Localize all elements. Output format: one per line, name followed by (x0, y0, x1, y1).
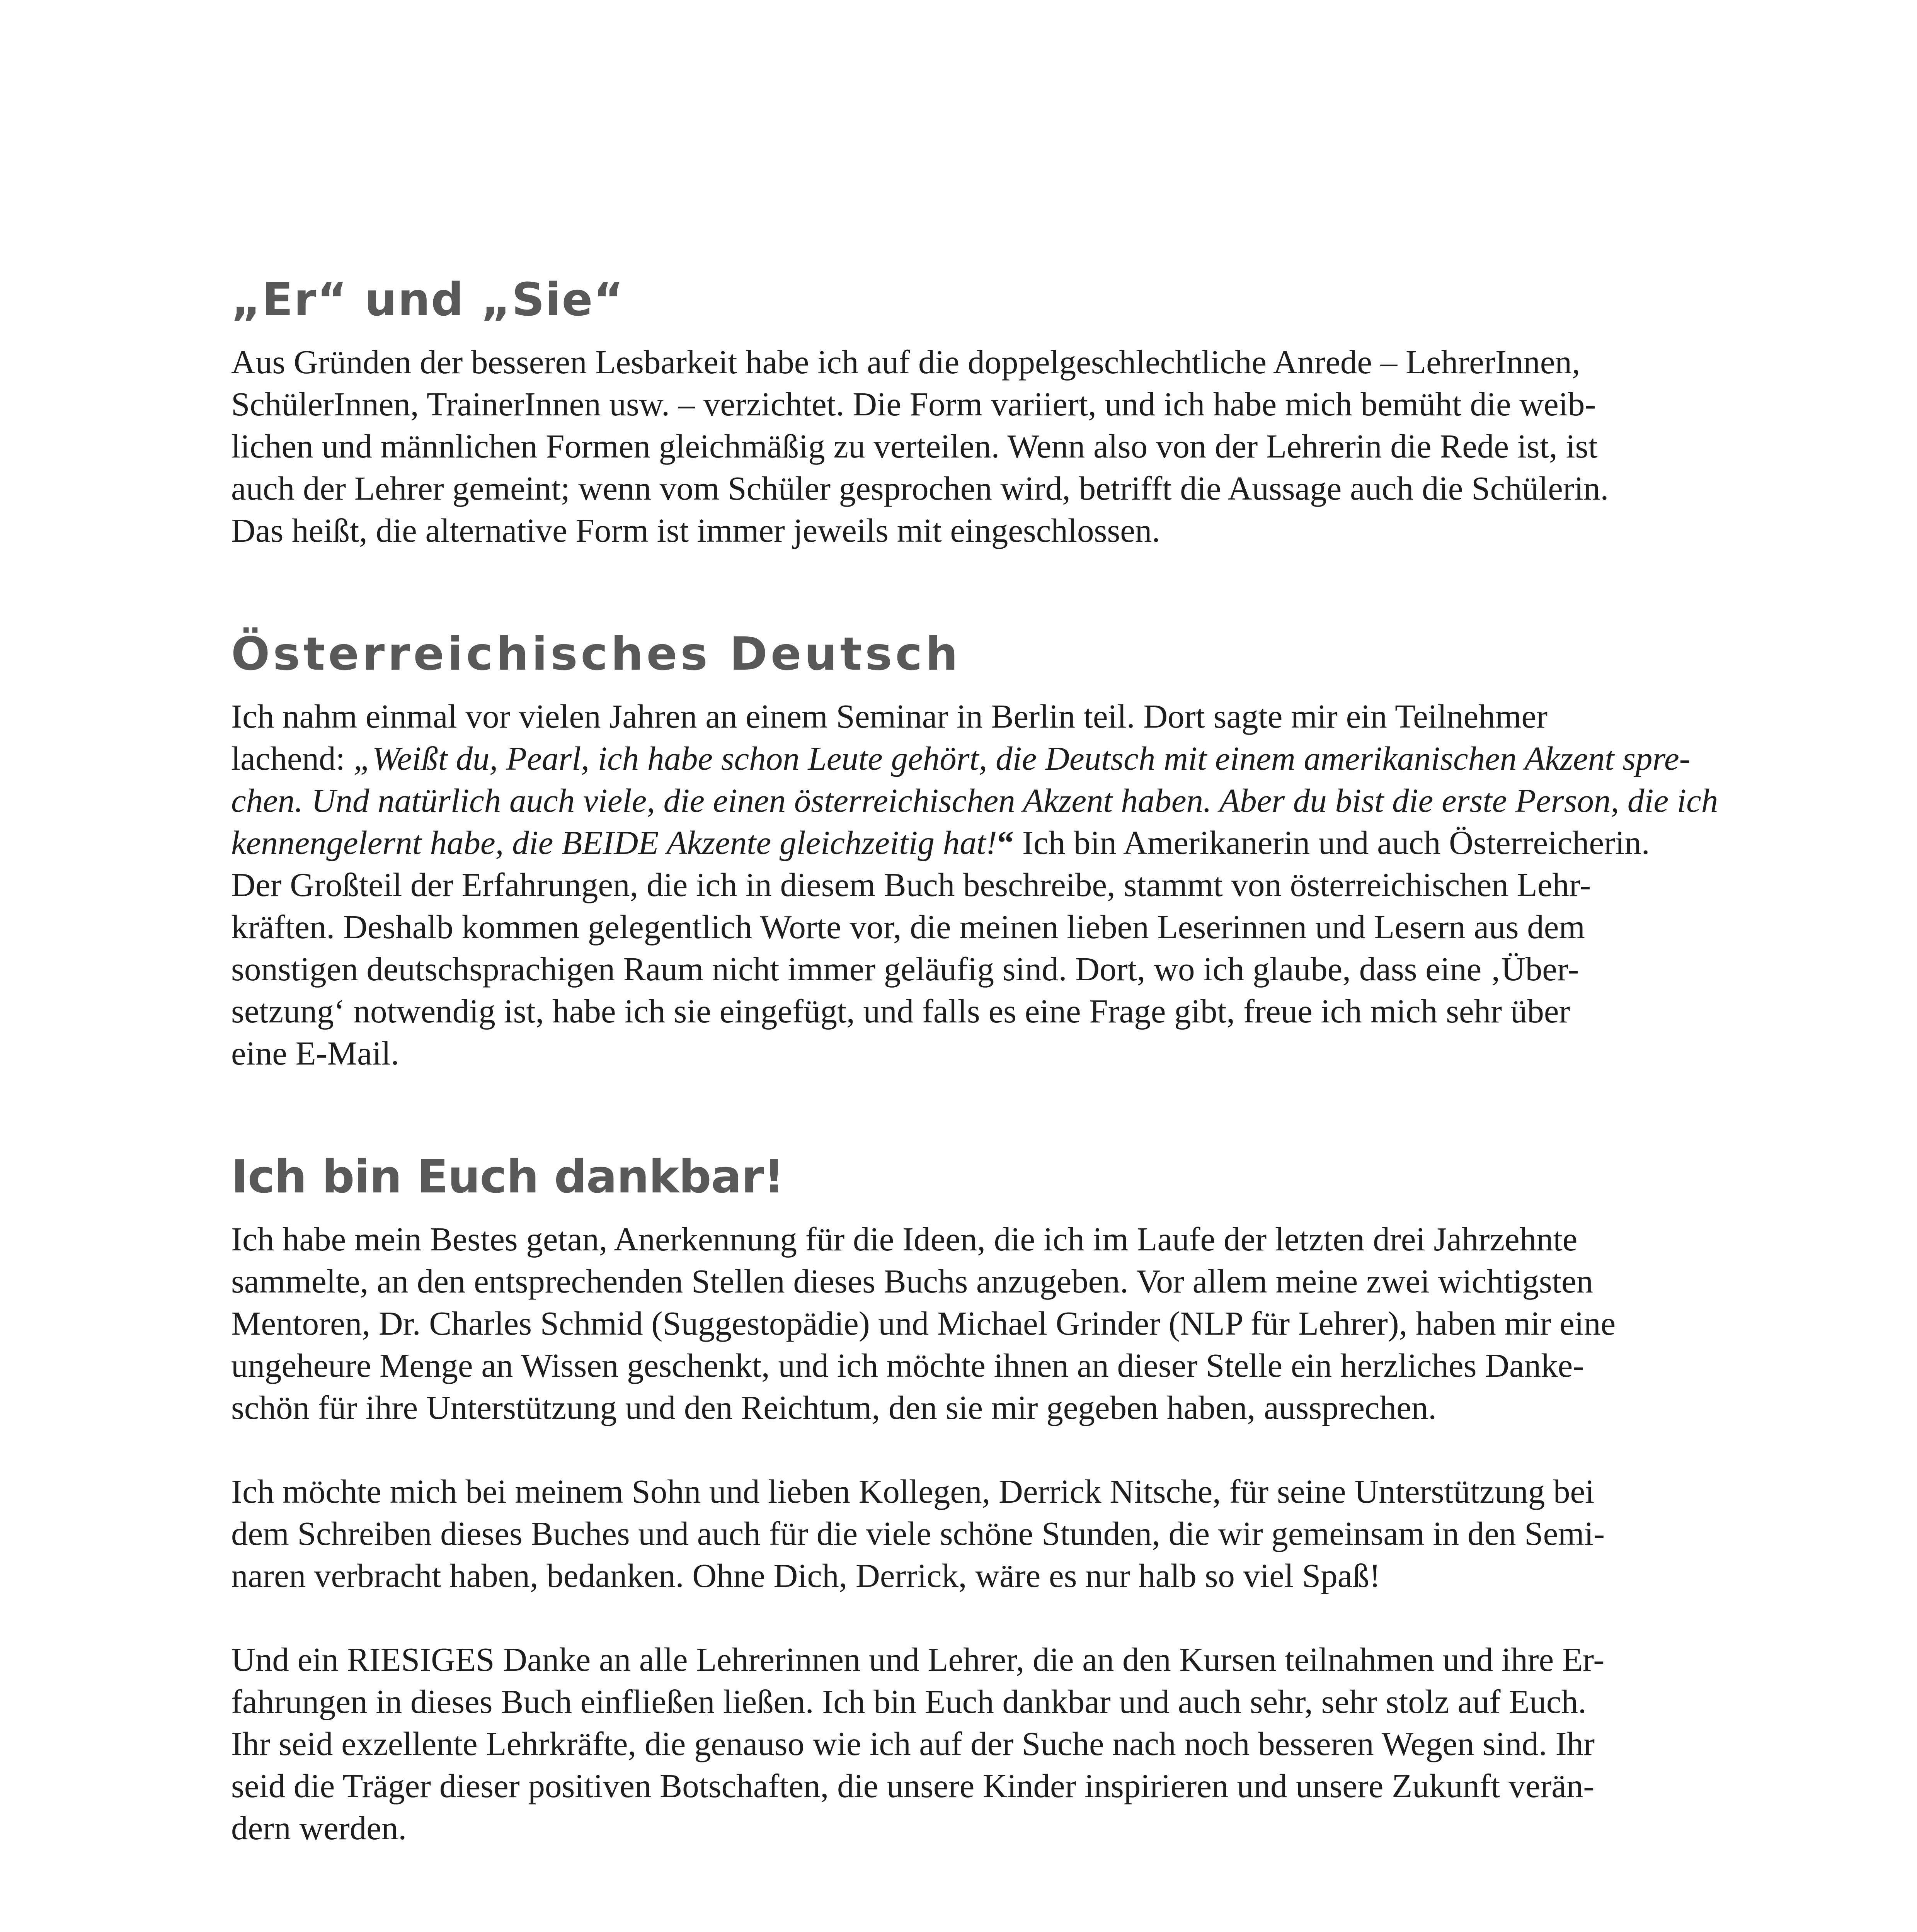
paragraph-spacer (231, 1429, 1646, 1470)
section-oesterreichisches-deutsch (231, 625, 1718, 1074)
section-paragraph (231, 1470, 1646, 1597)
text-line: Ich habe mein Bestes getan, Anerkennung für die Ideen, die ich im Laufe der letzten drei Jahrzehnte (231, 1220, 1578, 1258)
quote-italic: kennengelernt habe, die BEIDE Akzente gleichzeitig hat! (231, 824, 997, 861)
page-content (231, 270, 1718, 1849)
text-line: sammelte, an den entsprechenden Stellen dieses Buchs anzugeben. Vor allem meine zwei wichtigsten (231, 1262, 1594, 1300)
text-line: Ich möchte mich bei meinem Sohn und lieben Kollegen, Derrick Nitsche, für seine Unterstützung bei (231, 1473, 1595, 1510)
paragraph-spacer (231, 1597, 1646, 1638)
section-paragraph (231, 695, 1718, 1074)
section-spacer (231, 551, 1646, 625)
text-line: Ihr seid exzellente Lehrkräfte, die genauso wie ich auf der Suche nach noch besseren Wegen sind. Ihr (231, 1725, 1595, 1762)
section-spacer (231, 1074, 1646, 1148)
text-line: Mentoren, Dr. Charles Schmid (Suggestopädie) und Michael Grinder (NLP für Lehrer), haben mir eine (231, 1304, 1616, 1342)
text-line: kräften. Deshalb kommen gelegentlich Worte vor, die meinen lieben Leserinnen und Lesern aus dem (231, 908, 1585, 946)
text-line-mixed (231, 737, 1691, 779)
text-line: Der Großteil der Erfahrungen, die ich in diesem Buch beschreibe, stammt von österreichischen Lehr- (231, 866, 1591, 903)
closing-quote-mark: “ (997, 824, 1014, 861)
text-line: eine E-Mail. (231, 1034, 399, 1072)
text-run: lachend: (231, 740, 354, 777)
text-line: dem Schreiben dieses Buches und auch für die viele schöne Stunden, die wir gemeinsam in den Semi- (231, 1515, 1605, 1552)
section-heading: Ich bin Euch dankbar! (231, 1150, 784, 1203)
text-line: seid die Träger dieser positiven Botschaften, die unsere Kinder inspirieren und unsere Zukunft verän- (231, 1767, 1595, 1804)
section-paragraph (231, 1638, 1646, 1849)
section-er-und-sie (231, 270, 1646, 551)
text-line: naren verbracht haben, bedanken. Ohne Dich, Derrick, wäre es nur halb so viel Spaß! (231, 1557, 1381, 1594)
text-line: lichen und männlichen Formen gleichmäßig zu verteilen. Wenn also von der Lehrerin die Rede ist, ist (231, 427, 1598, 465)
quote-italic: „Weißt du, Pearl, ich habe schon Leute gehört, die Deutsch mit einem amerikanischen Akzent spre- (353, 740, 1691, 777)
text-line: Aus Gründen der besseren Lesbarkeit habe ich auf die doppelgeschlechtliche Anrede – LehrerInnen, (231, 343, 1580, 381)
text-line: ungeheure Menge an Wissen geschenkt, und ich möchte ihnen an dieser Stelle ein herzliches Danke- (231, 1347, 1584, 1384)
text-line: fahrungen in dieses Buch einfließen ließen. Ich bin Euch dankbar und auch sehr, sehr stolz auf Euch. (231, 1683, 1587, 1720)
text-line: SchülerInnen, TrainerInnen usw. – verzichtet. Die Form variiert, und ich habe mich bemüht die weib- (231, 385, 1596, 423)
text-line: dern werden. (231, 1809, 407, 1847)
text-line: Ich nahm einmal vor vielen Jahren an einem Seminar in Berlin teil. Dort sagte mir ein Teilnehmer (231, 697, 1548, 735)
text-line: Und ein RIESIGES Danke an alle Lehrerinnen und Lehrer, die an den Kursen teilnahmen und ihre Er- (231, 1641, 1605, 1678)
text-line: schön für ihre Unterstützung und den Reichtum, den sie mir gegeben haben, aussprechen. (231, 1389, 1437, 1426)
section-paragraph (231, 341, 1646, 551)
text-line (231, 779, 1718, 821)
text-line-mixed (231, 821, 1650, 864)
text-line: auch der Lehrer gemeint; wenn vom Schüler gesprochen wird, betrifft die Aussage auch die Schülerin. (231, 469, 1609, 507)
section-ich-bin-euch-dankbar (231, 1148, 1646, 1849)
quote-italic: chen. Und natürlich auch viele, die einen österreichischen Akzent haben. Aber du bist die erste Person, die ich (231, 782, 1718, 819)
text-line: Das heißt, die alternative Form ist immer jeweils mit eingeschlossen. (231, 512, 1161, 549)
text-run: Ich bin Amerikanerin und auch Österreicherin. (1014, 824, 1650, 861)
section-heading: „Er“ und „Sie“ (231, 273, 625, 326)
section-heading: Österreichisches Deutsch (231, 627, 961, 680)
text-line: setzung‘ notwendig ist, habe ich sie eingefügt, und falls es eine Frage gibt, freue ich mich sehr über (231, 992, 1570, 1030)
text-line: sonstigen deutschsprachigen Raum nicht immer geläufig sind. Dort, wo ich glaube, dass eine ‚Über- (231, 950, 1579, 988)
section-paragraph (231, 1218, 1646, 1429)
